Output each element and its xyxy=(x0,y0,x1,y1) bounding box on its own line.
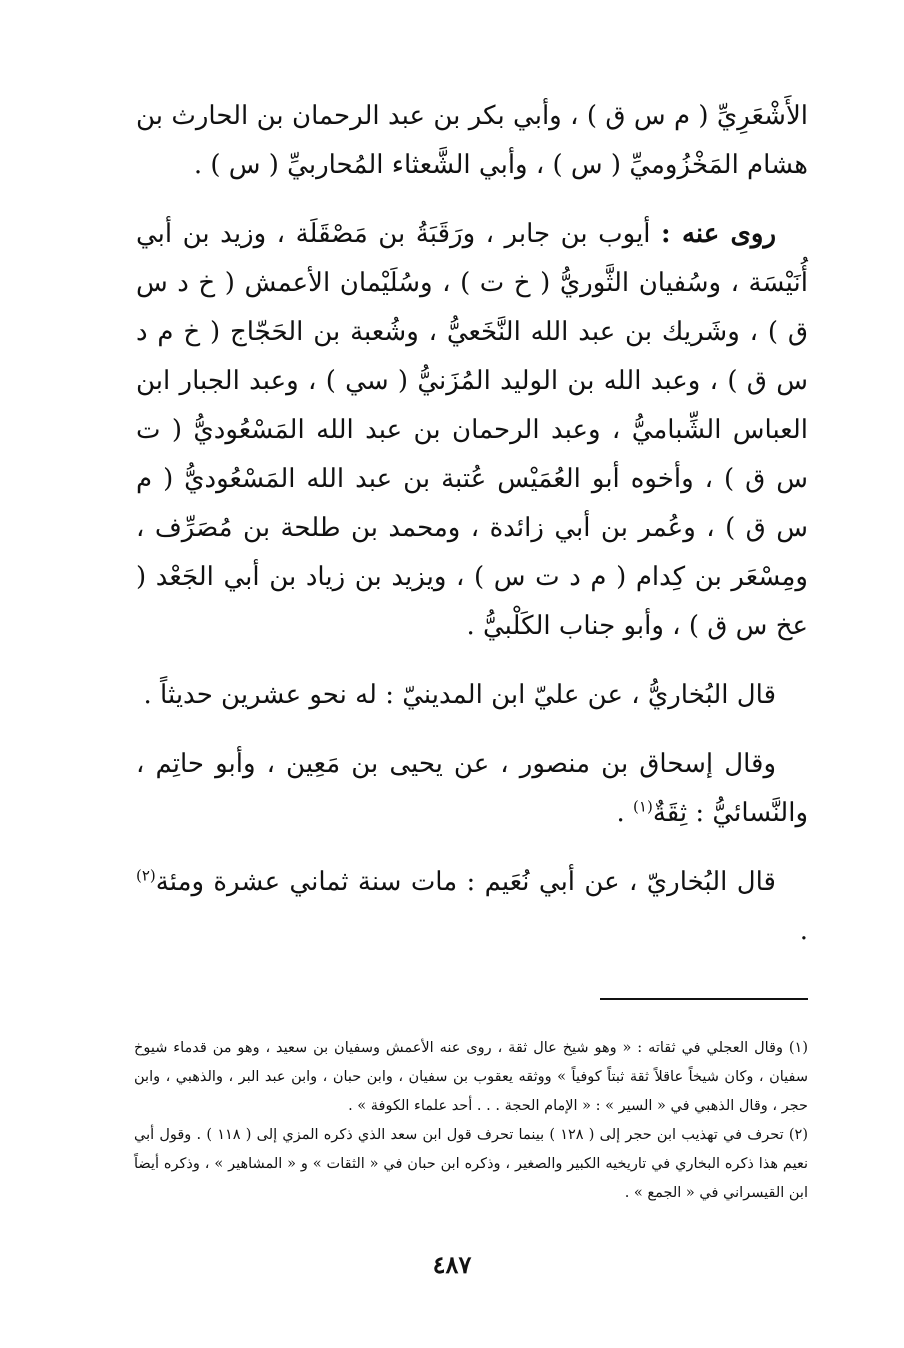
paragraph-2-text: أيوب بن جابر ، ورَقَبَةُ بن مَصْقَلَة ، وزيد بن أبي أُنَيْسَة ، وسُفيان الثَّوريُّ ( خ ت ) ، وسُلَيْمان الأعمش ( خ د س ق ) ، وشَريك بن عبد الله النَّخَعيُّ ، وشُعبة بن الحَجّاج ( خ م د س ق ) ، وعبد الله بن الوليد المُزَنيُّ ( سي ) ، وعبد الجبار ابن العباس الشِّباميُّ ، وعبد الرحمان بن عبد الله المَسْعُوديُّ ( ت س ق ) ، وأخوه أبو العُمَيْس عُتبة بن عبد الله المَسْعُوديُّ ( م س ق ) ، وعُمر بن أبي زائدة ، ومحمد بن طلحة بن مُصَرِّف ، ومِسْعَر بن كِدام ( م د ت س ) ، ويزيد بن زياد بن أبي الجَعْد ( عخ س ق ) ، وأبو جناب الكَلْبيُّ . xyxy=(136,219,808,641)
paragraph-4 xyxy=(136,740,808,838)
paragraph-2 xyxy=(136,210,808,651)
paragraph-1-text: الأَشْعَرِيِّ ( م س ق ) ، وأبي بكر بن عبد الرحمان بن الحارث بن هشام المَخْزُوميِّ ( س ) ، وأبي الشَّعثاء المُحاربيِّ ( س ) . xyxy=(136,101,808,180)
paragraph-5-tail: . xyxy=(799,916,808,946)
footnote-1: (١) وقال العجلي في ثقاته : « وهو شيخ عال ثقة ، روى عنه الأعمش وسفيان بن سعيد ، وهو من قدماء شيوخ سفيان ، وكان شيخاً عاقلاً ثقة ثبتاً كوفياً » ووثقه يعقوب بن سفيان ، وابن حبان ، وابن عبد البر ، والذهبي ، وابن حجر ، وقال الذهبي في « السير » : « الإمام الحجة . . . أحد علماء الكوفة » . xyxy=(134,1040,808,1114)
footnote-2: (٢) تحرف في تهذيب ابن حجر إلى ( ١٢٨ ) بينما تحرف قول ابن سعد الذي ذكره المزي إلى ( ١١٨ ) . وقول أبي نعيم هذا ذكره البخاري في تاريخيه الكبير والصغير ، وذكره ابن حبان في « الثقات » و « المشاهير » ، وذكره أيضاً ابن القيسراني في « الجمع » . xyxy=(134,1127,809,1201)
footnote-divider xyxy=(600,998,808,1000)
narrators-heading: روى عنه : xyxy=(661,219,776,249)
footnotes xyxy=(134,1034,808,1208)
paragraph-3 xyxy=(136,671,808,720)
footnote-ref-1[interactable]: (١) xyxy=(633,797,653,816)
paragraph-4-text: وقال إسحاق بن منصور ، عن يحيى بن مَعِين ، وأبو حاتِم ، والنَّسائيُّ : ثِقَةٌ xyxy=(136,749,808,828)
paragraph-5-text: قال البُخاريّ ، عن أبي نُعَيم : مات سنة ثماني عشرة ومئة xyxy=(155,867,776,897)
paragraph-1 xyxy=(136,92,808,190)
paragraph-5 xyxy=(136,858,808,956)
main-text xyxy=(136,92,808,956)
paragraph-3-text: قال البُخاريُّ ، عن عليّ ابن المدينيّ : له نحو عشرين حديثاً . xyxy=(143,680,776,710)
paragraph-4-tail: . xyxy=(616,798,634,828)
page-number: ٤٨٧ xyxy=(432,1250,472,1279)
footnote-ref-2[interactable]: (٢) xyxy=(136,866,156,885)
